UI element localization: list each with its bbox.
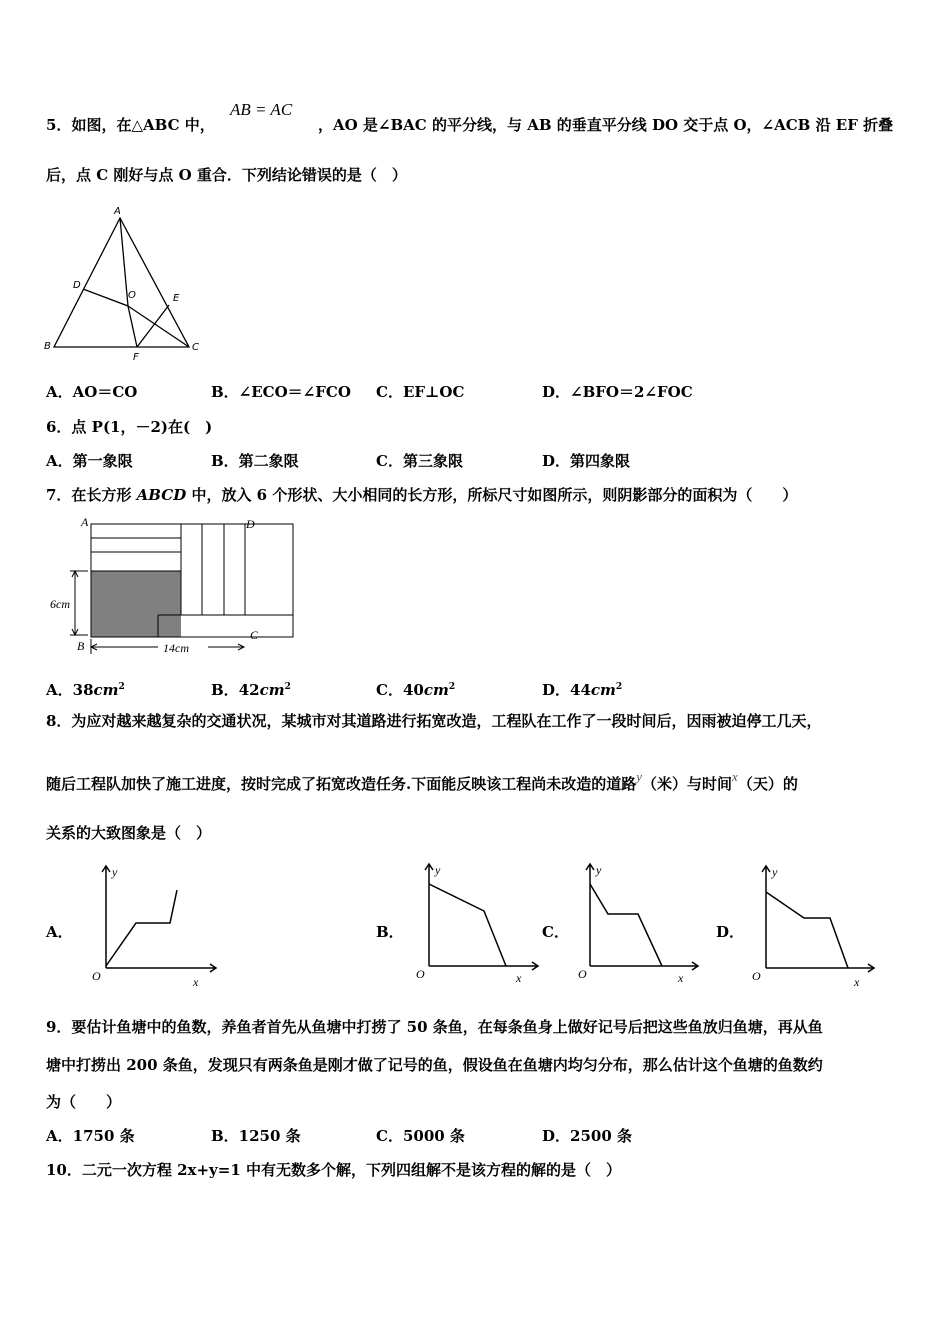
q7-option-b: B．$42cm^2$ <box>211 681 291 699</box>
q5-label-F: F <box>133 352 139 363</box>
q5-option-c: C．EF⊥OC <box>376 383 465 401</box>
q10-stem: 10．二元一次方程 2x+y=1 中有无数多个解，下列四组解不是该方程的解的是（ ） <box>46 1161 621 1179</box>
q5-label-E: E <box>173 293 180 304</box>
svg-text:y: y <box>112 865 118 879</box>
q9-option-c: C．5000 条 <box>376 1127 465 1145</box>
q9-line1: 9．要估计鱼塘中的鱼数，养鱼者首先从鱼塘中打捞了 50 条鱼，在每条鱼身上做好记号后把这些鱼放归鱼塘，再从鱼 <box>46 1018 823 1036</box>
q8-var-y: y <box>636 769 643 784</box>
q5-label-D: D <box>73 280 81 291</box>
svg-text:y: y <box>596 863 602 877</box>
q6-option-b: B．第二象限 <box>211 452 299 470</box>
q5-option-b: B．∠ECO＝∠FCO <box>211 383 351 401</box>
q7-label-height: 6cm <box>50 597 70 611</box>
q9-option-b: B．1250 条 <box>211 1127 301 1145</box>
q5-line2: 后，点 C 刚好与点 O 重合．下列结论错误的是（ ） <box>46 166 407 184</box>
q6-stem: 6．点 P(1，－2)在( ) <box>46 418 213 436</box>
q8-var-x: x <box>732 769 738 784</box>
q5-line1 <box>46 115 215 135</box>
q8-line3: 关系的大致图象是（ ） <box>46 824 212 842</box>
q7-abcd: ABCD <box>136 486 187 504</box>
svg-text:x: x <box>678 971 684 985</box>
q8-graph-b <box>414 856 544 988</box>
q7-label-width: 14cm <box>163 641 189 655</box>
q5-option-a: A．AO＝CO <box>46 383 138 401</box>
q5-label-A: A <box>114 206 121 217</box>
q5-option-d: D．∠BFO＝2∠FOC <box>542 383 693 401</box>
svg-text:y: y <box>772 865 778 879</box>
q7-option-a: A．$38cm^2$ <box>46 681 125 699</box>
q6-option-a: A．第一象限 <box>46 452 133 470</box>
svg-text:O: O <box>752 969 761 983</box>
q7-text-b: 中，放入 6 个形状、大小相同的长方形，所标尺寸如图所示，则阴影部分的面积为（ ） <box>186 486 798 504</box>
svg-text:x: x <box>516 971 522 985</box>
q9-line3: 为（ ） <box>46 1093 122 1111</box>
q7-label-C: C <box>250 628 259 642</box>
q7-label-B: B <box>77 639 85 653</box>
q7-rectangle-figure <box>48 514 278 659</box>
q8-option-d: D． <box>716 923 745 941</box>
q7-text-a: 7．在长方形 <box>46 486 137 504</box>
svg-text:x: x <box>854 975 860 989</box>
q8-option-a: A． <box>46 923 73 941</box>
q8-graph-c <box>576 856 706 988</box>
q5-number: 5． <box>46 116 72 134</box>
q7-stem <box>46 485 797 505</box>
q8-option-b: B． <box>376 923 404 941</box>
q9-line2: 塘中打捞出 200 条鱼，发现只有两条鱼是刚才做了记号的鱼，假设鱼在鱼塘内均匀分布，那么估计这个鱼塘的鱼数约 <box>46 1056 823 1074</box>
svg-text:O: O <box>578 967 587 981</box>
q9-option-d: D．2500 条 <box>542 1127 632 1145</box>
q9-option-a: A．1750 条 <box>46 1127 135 1145</box>
q5-text-a: 如图，在△ABC 中， <box>71 116 215 134</box>
q8-line2: 随后工程队加快了施工进度，按时完成了拓宽改造任务.下面能反映该工程尚未改造的道路y（米）与时间x（天）的 <box>46 769 798 793</box>
svg-text:x: x <box>193 975 199 989</box>
svg-text:O: O <box>92 969 101 983</box>
q7-option-c: C．$40cm^2$ <box>376 681 456 699</box>
q5-label-C: C <box>192 342 199 353</box>
q5-formula: AB = AC <box>230 100 293 119</box>
svg-text:O: O <box>416 967 425 981</box>
q8-graph-a <box>90 858 220 990</box>
q5-label-O: O <box>128 290 136 301</box>
q8-option-c: C． <box>542 923 569 941</box>
q5-triangle-figure <box>40 200 210 365</box>
q5-label-B: B <box>44 341 51 352</box>
q6-option-d: D．第四象限 <box>542 452 631 470</box>
q7-option-d: D．$44cm^2$ <box>542 681 623 699</box>
q7-label-A: A <box>81 515 89 529</box>
q8-line1: 8．为应对越来越复杂的交通状况，某城市对其道路进行拓宽改造，工程队在工作了一段时间后，因雨被迫停工几天， <box>46 712 822 730</box>
q8-graph-d <box>750 858 880 990</box>
q5-text-b: ，AO 是∠BAC 的平分线，与 AB 的垂直平分线 DO 交于点 O，∠ACB 沿 EF 折叠 <box>318 116 894 134</box>
q7-label-D: D <box>246 517 255 531</box>
q6-option-c: C．第三象限 <box>376 452 463 470</box>
svg-text:y: y <box>435 863 441 877</box>
